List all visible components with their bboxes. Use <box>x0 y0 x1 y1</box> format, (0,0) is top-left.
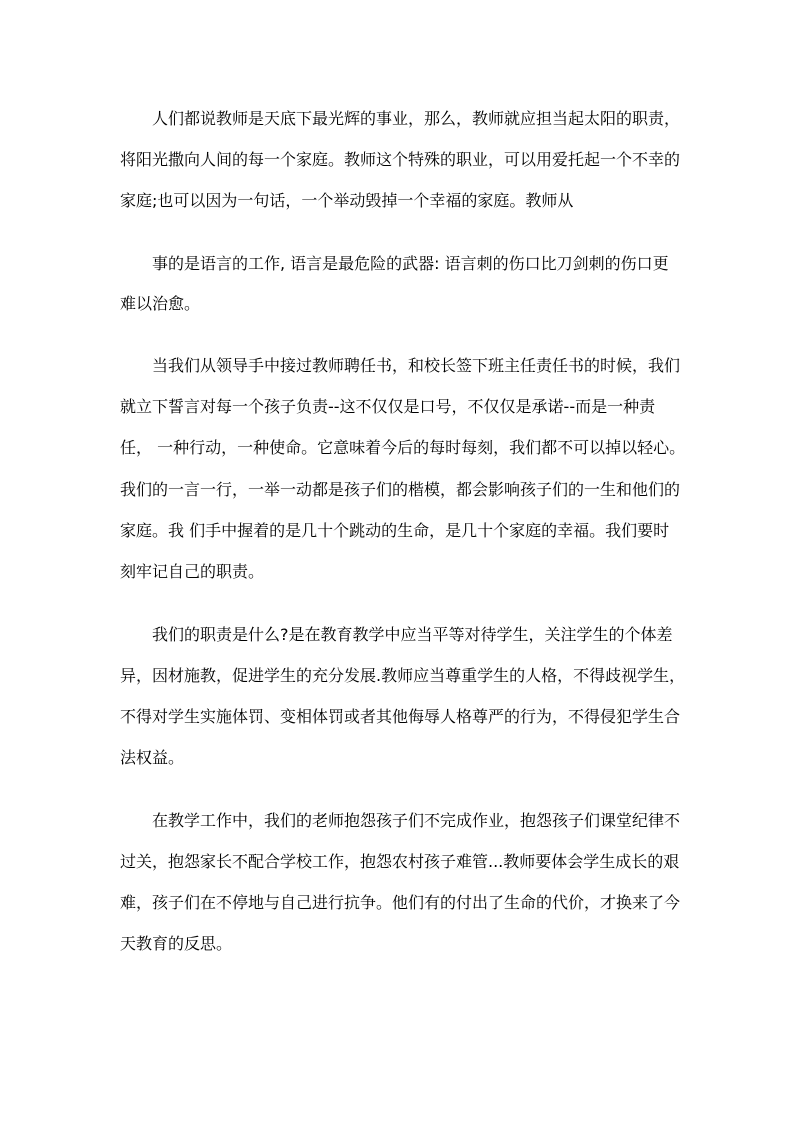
text-line: 在教学工作中，我们的老师抱怨孩子们不完成作业，抱怨孩子们课堂纪律不 <box>152 811 681 830</box>
text-line: 不得对学生实施体罚、变相体罚或者其他侮辱人格尊严的行为，不得侵犯学生合 <box>120 707 681 726</box>
text-line: 家庭。我 们手中握着的是几十个跳动的生命，是几十个家庭的幸福。我们要时 <box>120 521 670 540</box>
text-line: 异，因材施教，促进学生的充分发展.教师应当尊重学生的人格，不得歧视学生， <box>120 666 686 685</box>
text-line: 难以治愈。 <box>120 294 201 313</box>
text-line: 我们的一言一行，一举一动都是孩子们的楷模，都会影响孩子们的一生和他们的 <box>120 480 681 499</box>
text-line: 人们都说教师是天底下最光辉的事业，那么，教师就应担当起太阳的职责， <box>152 109 681 128</box>
text-line: 当我们从领导手中接过教师聘任书，和校长签下班主任责任书的时候，我们 <box>152 356 681 375</box>
text-line: 家庭;也可以因为一句话，一个举动毁掉一个幸福的家庭。教师从 <box>120 191 574 210</box>
text-line: 天教育的反思。 <box>120 934 233 953</box>
text-line: 将阳光撒向人间的每一个家庭。教师这个特殊的职业，可以用爱托起一个不幸的 <box>120 150 681 169</box>
text-line: 就立下誓言对每一个孩子负责--这不仅仅是口号，不仅仅是承诺--而是一种责 <box>120 397 656 416</box>
text-line: 事的是语言的工作, 语言是最危险的武器: 语言刺的伤口比刀剑刺的伤口更 <box>152 254 669 273</box>
text-line: 刻牢记自己的职责。 <box>120 562 265 581</box>
text-line: 法权益。 <box>120 748 185 767</box>
text-line: 难，孩子们在不停地与自己进行抗争。他们有的付出了生命的代价，才换来了今 <box>120 893 681 912</box>
text-line: 任， 一种行动，一种使命。它意味着今后的每时每刻，我们都不可以掉以轻心。 <box>120 438 686 457</box>
text-line: 我们的职责是什么?是在教育教学中应当平等对待学生，关注学生的个体差 <box>152 625 673 644</box>
text-line: 过关，抱怨家长不配合学校工作，抱怨农村孩子难管...教师要体会学生成长的艰 <box>120 852 680 871</box>
